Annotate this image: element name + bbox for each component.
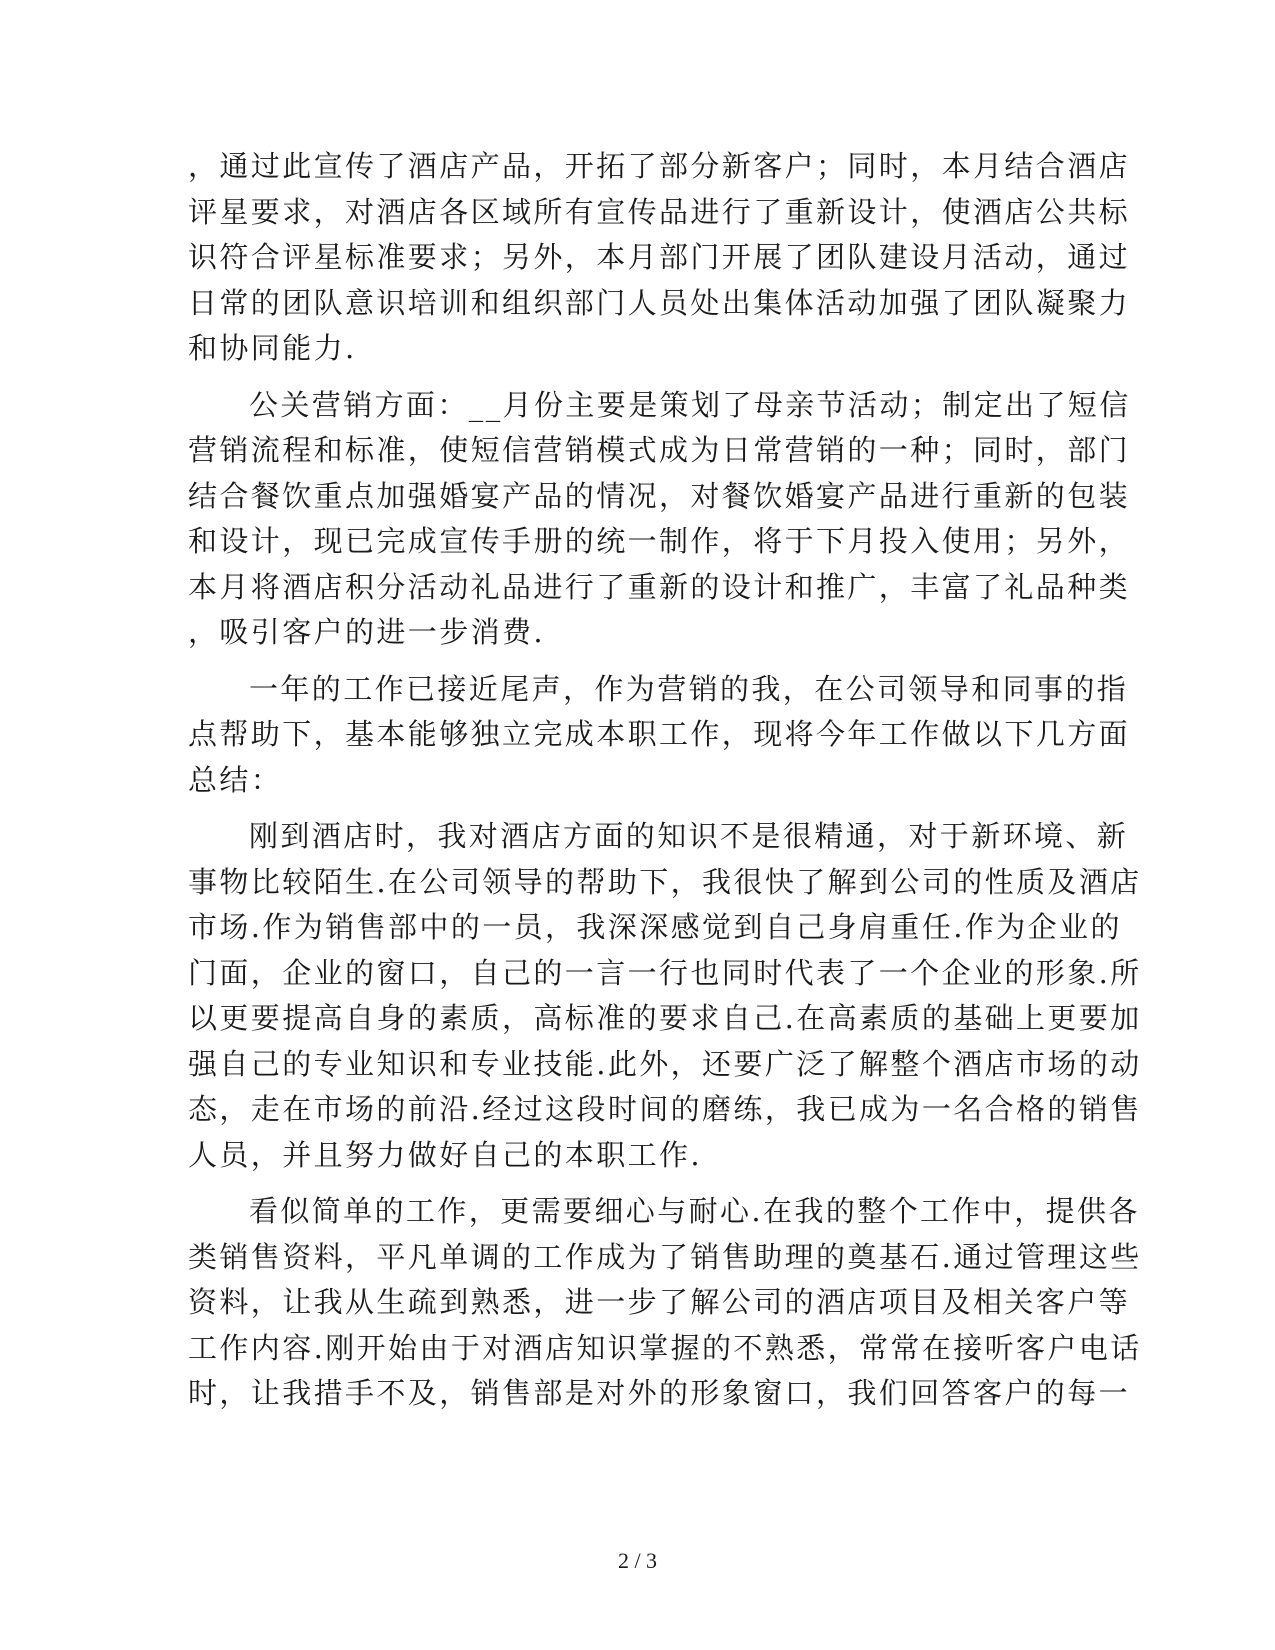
text-line: 强自己的专业知识和专业技能.此外，还要广泛了解整个酒店市场的动 [188, 1046, 1142, 1081]
text-line: 评星要求，对酒店各区域所有宣传品进行了重新设计，使酒店公共标 [188, 194, 1131, 229]
text-line: 态，走在市场的前沿.经过这段时间的磨练，我已成为一名合格的销售 [188, 1092, 1142, 1126]
paragraph-2 [188, 383, 1131, 656]
text-line: 看似简单的工作，更需要细心与耐心.在我的整个工作中，提供各 [249, 1194, 1140, 1228]
document-body [188, 144, 1142, 1428]
text-line: 资料，让我从生疏到熟悉，进一步了解公司的酒店项目及相关客户等 [188, 1285, 1131, 1319]
text-line: 点帮助下，基本能够独立完成本职工作，现将今年工作做以下几方面 [188, 717, 1131, 751]
text-line: 日常的团队意识培训和组织部门人员处出集体活动加强了团队凝聚力 [188, 285, 1131, 320]
text-line: 事物比较陌生.在公司领导的帮助下，我很快了解到公司的性质及酒店 [188, 864, 1142, 899]
text-line: 时，让我措手不及，销售部是对外的形象窗口，我们回答客户的每一 [188, 1376, 1131, 1410]
text-line: 和协同能力. [188, 331, 357, 365]
text-line: 总结： [188, 762, 283, 797]
page-number: 2 / 3 [617, 1548, 658, 1573]
text-line: 刚到酒店时，我对酒店方面的知识不是很精通，对于新环境、新 [249, 819, 1129, 853]
text-line: 结合餐饮重点加强婚宴产品的情况，对餐饮婚宴产品进行重新的包装 [188, 478, 1131, 513]
text-line: 以更要提高自身的素质，高标准的要求自己.在高素质的基础上更要加 [188, 1001, 1142, 1035]
text-line: 工作内容.刚开始由于对酒店知识掌握的不熟悉，常常在接听客户电话 [188, 1330, 1142, 1365]
paragraph-3 [188, 667, 1131, 804]
text-line: 本月将酒店积分活动礼品进行了重新的设计和推广，丰富了礼品种类 [188, 569, 1131, 604]
text-line: 营销流程和标准，使短信营销模式成为日常营销的一种；同时，部门 [188, 433, 1131, 467]
text-line: ，吸引客户的进一步消费. [188, 615, 546, 649]
text-line: 市场.作为销售部中的一员，我深深感觉到自己身肩重任.作为企业的 [188, 910, 1122, 944]
text-line: 人员，并且努力做好自己的本职工作. [188, 1137, 703, 1172]
text-line: 识符合评星标准要求；另外，本月部门开展了团队建设月活动，通过 [188, 240, 1131, 274]
text-line: 公关营销方面：__月份主要是策划了母亲节活动；制定出了短信 [249, 387, 1131, 422]
paragraph-5 [188, 1189, 1142, 1417]
text-line: 类销售资料，平凡单调的工作成为了销售助理的奠基石.通过管理这些 [188, 1239, 1142, 1274]
text-line: 门面，企业的窗口，自己的一言一行也同时代表了一个企业的形象.所 [188, 955, 1142, 990]
paragraph-1 [188, 144, 1131, 372]
text-line: ，通过此宣传了酒店产品，开拓了部分新客户；同时，本月结合酒店 [188, 149, 1131, 183]
paragraph-4 [188, 814, 1142, 1178]
text-line: 一年的工作已接近尾声，作为营销的我，在公司领导和同事的指 [249, 671, 1129, 706]
text-line: 和设计，现已完成宣传手册的统一制作，将于下月投入使用；另外， [188, 524, 1131, 558]
